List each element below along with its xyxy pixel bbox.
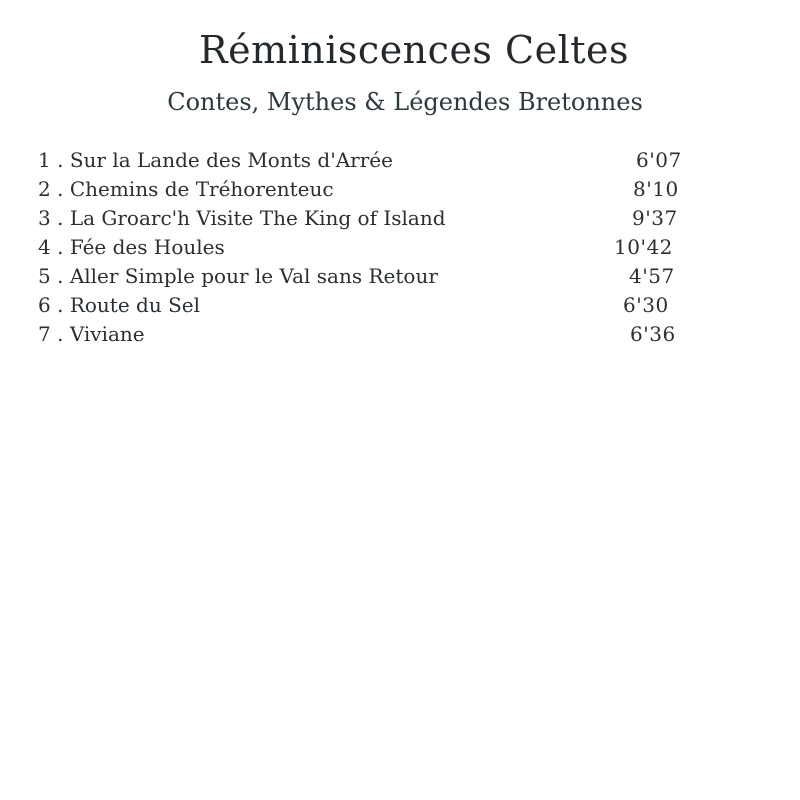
track-duration: 9'37 [632, 206, 678, 230]
track-title: Viviane [69, 322, 145, 346]
track-item [38, 233, 718, 262]
track-number: 7 . [38, 322, 64, 346]
track-item [38, 146, 718, 175]
track-item [38, 291, 718, 320]
track-duration: 6'36 [630, 322, 676, 346]
track-title: Chemins de Tréhorenteuc [69, 177, 334, 201]
track-duration: 6'07 [636, 148, 682, 172]
track-number: 2 . [38, 177, 64, 201]
track-item [38, 320, 718, 349]
track-item [38, 262, 718, 291]
track-list [38, 146, 718, 349]
track-item [38, 175, 718, 204]
album-title: Réminiscences Celtes [199, 28, 629, 72]
track-number: 1 . [38, 148, 64, 172]
track-item [38, 204, 718, 233]
track-duration: 8'10 [633, 177, 679, 201]
track-duration: 10'42 [614, 235, 673, 259]
track-number: 6 . [38, 293, 64, 317]
track-title: La Groarc'h Visite The King of Island [69, 206, 446, 230]
album-subtitle: Contes, Mythes & Légendes Bretonnes [167, 88, 643, 116]
track-number: 4 . [38, 235, 64, 259]
track-duration: 4'57 [629, 264, 675, 288]
track-number: 5 . [38, 264, 64, 288]
track-title: Route du Sel [69, 293, 200, 317]
track-duration: 6'30 [623, 293, 669, 317]
track-title: Aller Simple pour le Val sans Retour [69, 264, 438, 288]
track-title: Fée des Houles [69, 235, 225, 259]
track-number: 3 . [38, 206, 64, 230]
track-title: Sur la Lande des Monts d'Arrée [69, 148, 393, 172]
